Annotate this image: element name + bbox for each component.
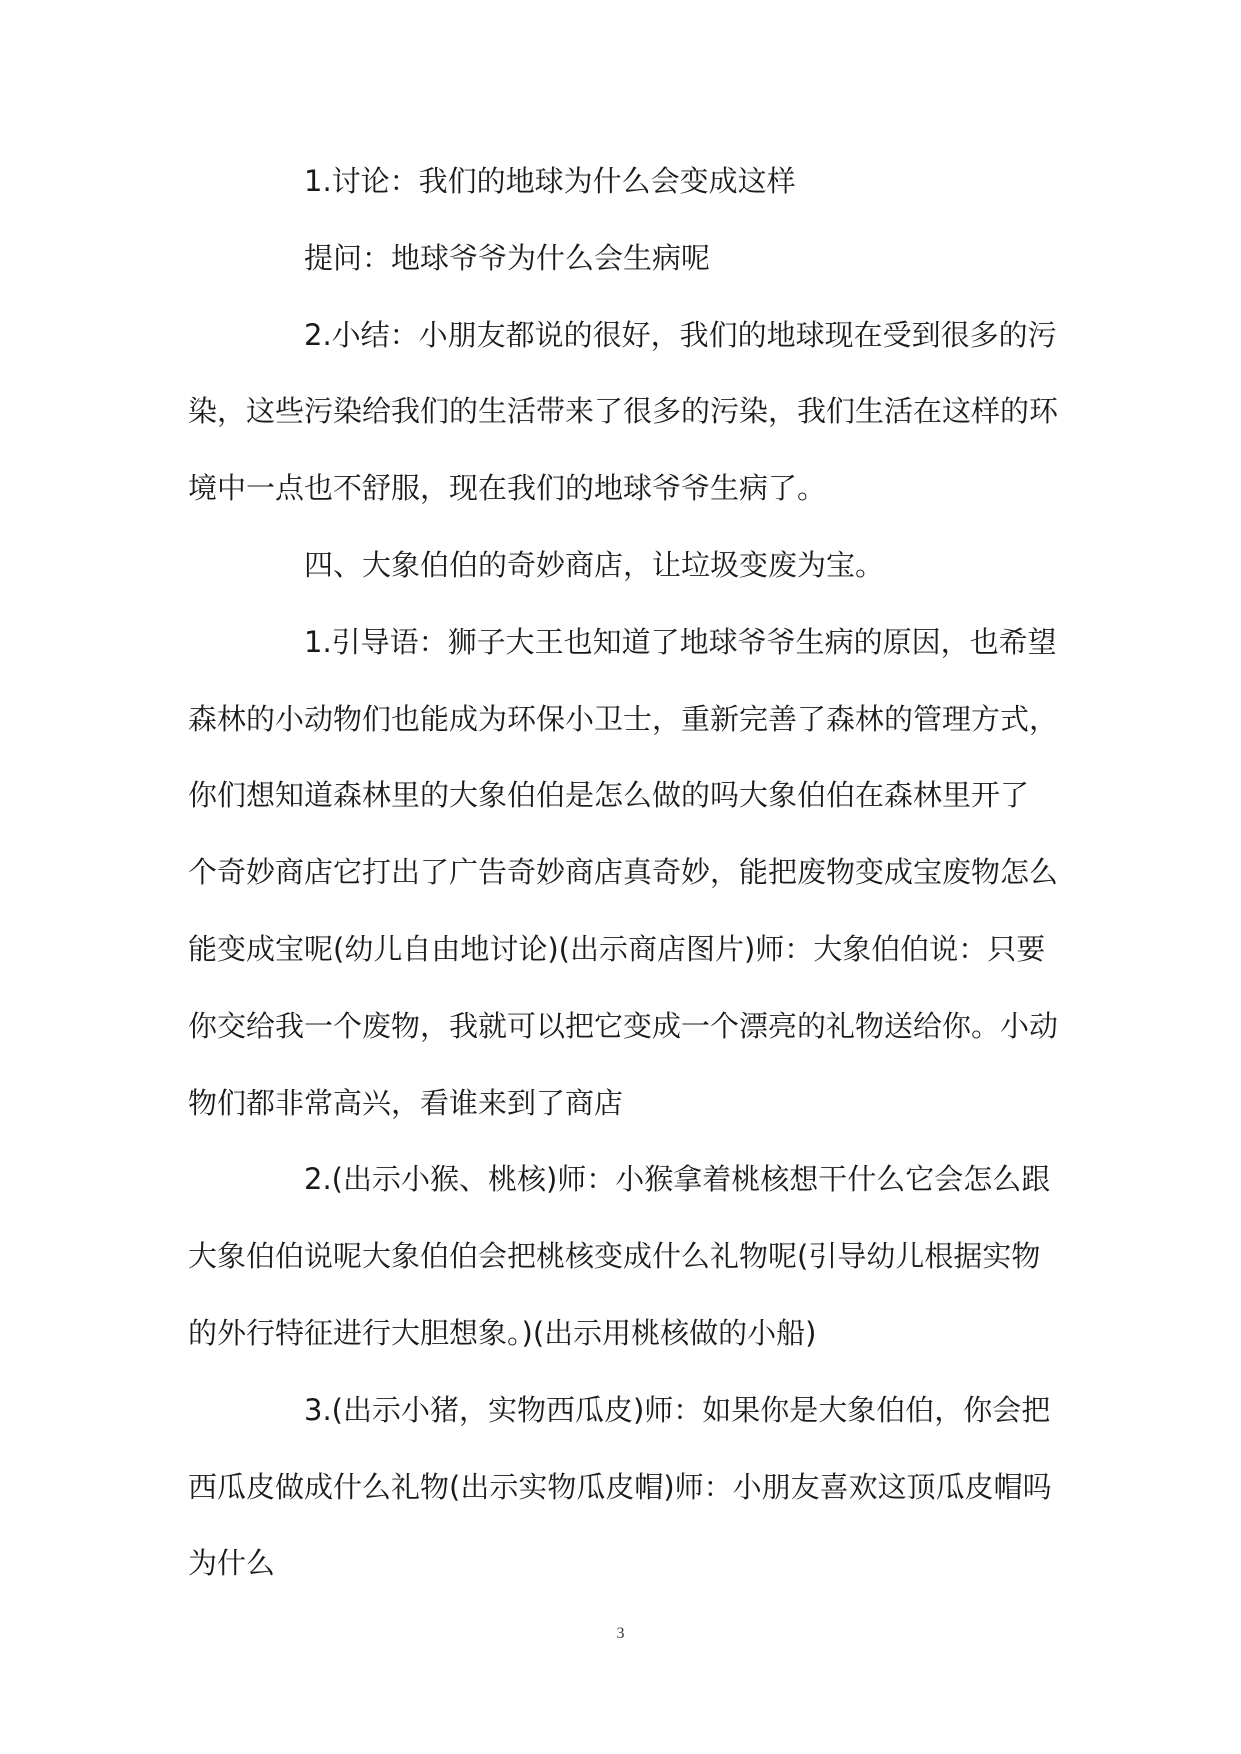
paragraph-line: 为什么	[188, 1546, 276, 1581]
page-number: 3	[616, 1625, 625, 1642]
paragraph-line: 染，这些污染给我们的生活带来了很多的污染，我们生活在这样的环	[188, 394, 1059, 429]
paragraph-line: 你交给我一个废物，我就可以把它变成一个漂亮的礼物送给你。小动	[188, 1008, 1059, 1043]
paragraph-line: 你们想知道森林里的大象伯伯是怎么做的吗大象伯伯在森林里开了	[188, 778, 1030, 813]
paragraph-line: 能变成宝呢(幼儿自由地讨论)(出示商店图片)师：大象伯伯说：只要	[188, 931, 1046, 966]
paragraph-line: 1.讨论：我们的地球为什么会变成这样	[304, 164, 796, 198]
paragraph-line: 西瓜皮做成什么礼物(出示实物瓜皮帽)师：小朋友喜欢这顶瓜皮帽吗	[188, 1469, 1052, 1504]
paragraph-line: 物们都非常高兴，看谁来到了商店	[188, 1085, 624, 1120]
paragraph-line: 1.引导语：狮子大王也知道了地球爷爷生病的原因，也希望	[304, 624, 1057, 659]
paragraph-line: 的外行特征进行大胆想象。)(出示用桃核做的小船)	[188, 1315, 817, 1350]
paragraph-line: 提问：地球爷爷为什么会生病呢	[304, 240, 711, 275]
section-heading: 四、大象伯伯的奇妙商店，让垃圾变废为宝。	[304, 547, 885, 582]
paragraph-line: 个奇妙商店它打出了广告奇妙商店真奇妙，能把废物变成宝废物怎么	[188, 855, 1059, 890]
body-text	[188, 143, 1059, 1602]
paragraph-line: 2.(出示小猴、桃核)师：小猴拿着桃核想干什么它会怎么跟	[304, 1162, 1051, 1197]
paragraph-line: 3.(出示小猪，实物西瓜皮)师：如果你是大象伯伯，你会把	[304, 1392, 1051, 1427]
paragraph-line: 大象伯伯说呢大象伯伯会把桃核变成什么礼物呢(引导幼儿根据实物	[188, 1239, 1041, 1274]
paragraph-line: 森林的小动物们也能成为环保小卫士，重新完善了森林的管理方式，	[188, 701, 1059, 736]
paragraph-line: 境中一点也不舒服，现在我们的地球爷爷生病了。	[188, 471, 827, 506]
paragraph-line: 2.小结：小朋友都说的很好，我们的地球现在受到很多的污	[304, 317, 1057, 352]
